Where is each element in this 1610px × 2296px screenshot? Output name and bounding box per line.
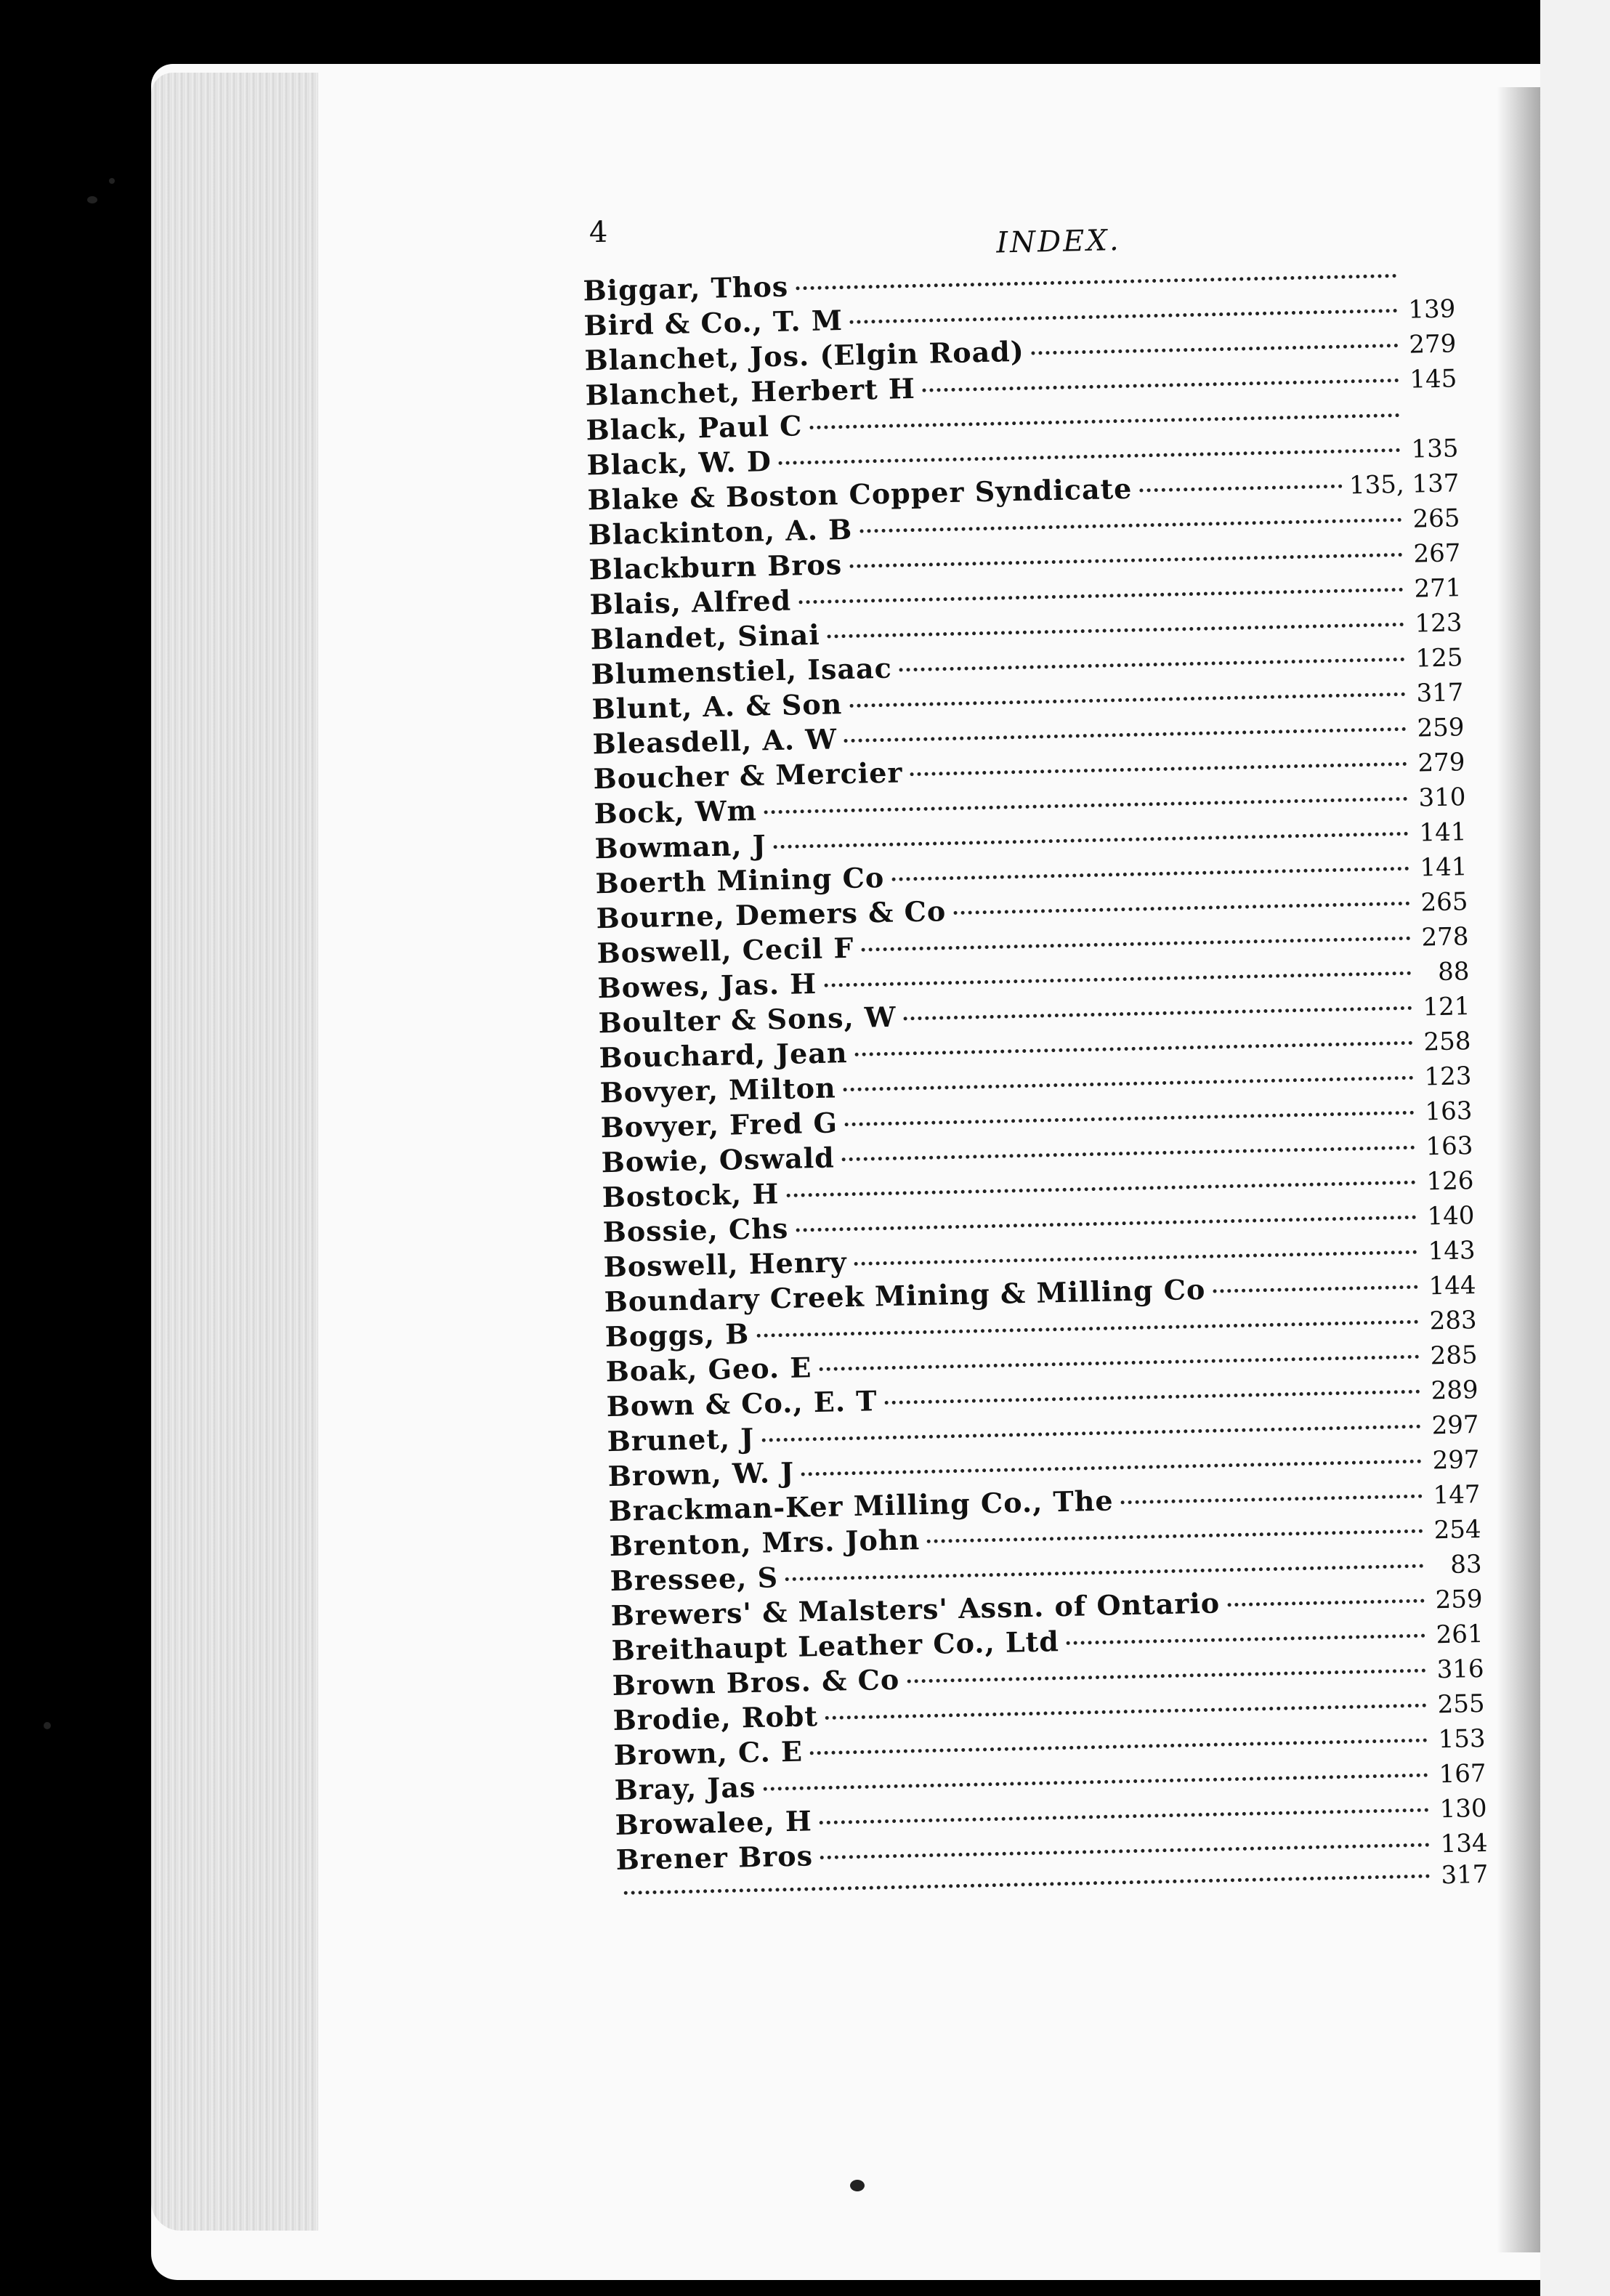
entry-name: Bock, Wm <box>594 793 758 830</box>
entry-name: Bray, Jas <box>614 1770 756 1807</box>
dot-leader <box>885 1390 1420 1404</box>
entry-name: Black, W. D <box>586 445 772 482</box>
dot-leader <box>910 762 1407 776</box>
dot-leader <box>953 902 1409 915</box>
scan-speck <box>109 178 115 184</box>
dot-leader <box>1139 485 1342 493</box>
entry-name: Bressee, S <box>610 1561 779 1598</box>
entry-name: Bouchard, Jean <box>599 1036 848 1075</box>
dot-leader <box>785 1564 1424 1581</box>
entry-name: Bovyer, Fred G <box>600 1106 838 1144</box>
entry-pages: 258 <box>1423 1027 1471 1057</box>
entry-pages: 278 <box>1421 922 1469 953</box>
dot-leader <box>1121 1495 1423 1505</box>
dot-leader <box>828 623 1404 639</box>
scan-speck <box>44 1722 51 1729</box>
dot-leader <box>855 1041 1413 1056</box>
entry-name: Boswell, Henry <box>603 1245 847 1284</box>
entry-name: Blake & Boston Copper Syndicate <box>587 472 1133 517</box>
entry-name: Bown & Co., E. T <box>606 1384 878 1423</box>
entry-pages <box>1407 421 1458 422</box>
dot-leader <box>761 1425 1420 1442</box>
entry-name: Blandet, Sinai <box>590 618 821 656</box>
entry-pages: 125 <box>1415 643 1463 674</box>
entry-name: Boucher & Mercier <box>593 756 903 796</box>
scan-speck <box>850 2180 865 2191</box>
dot-leader <box>845 1111 1415 1126</box>
dot-leader <box>927 1529 1423 1543</box>
entry-pages: 163 <box>1425 1096 1473 1127</box>
dot-leader <box>849 553 1402 568</box>
dot-leader <box>859 518 1401 533</box>
entry-pages: 141 <box>1420 852 1468 883</box>
entry-pages: 267 <box>1413 538 1461 569</box>
entry-name: Bovyer, Milton <box>599 1071 837 1109</box>
entry-pages: 140 <box>1427 1201 1475 1232</box>
entry-pages <box>1404 282 1455 283</box>
dot-leader <box>796 1216 1416 1232</box>
entry-pages: 143 <box>1428 1236 1476 1266</box>
entry-pages: 279 <box>1417 748 1465 778</box>
entry-name: Boggs, B <box>604 1317 750 1354</box>
entry-name: Brener Bros <box>615 1839 814 1876</box>
entry-pages: 144 <box>1428 1271 1476 1301</box>
entry-name: Boundary Creek Mining & Milling Co <box>604 1272 1206 1319</box>
entry-name: Breithaupt Leather Co., Ltd <box>611 1625 1060 1668</box>
entry-pages: 279 <box>1409 329 1457 360</box>
entry-name: Brunet, J <box>607 1421 755 1458</box>
entry-pages: 259 <box>1417 713 1465 743</box>
entry-name: Brewers' & Malsters' Assn. of Ontario <box>610 1586 1221 1633</box>
page-number: 4 <box>588 215 608 250</box>
entry-name: Biggar, Thos <box>583 270 789 307</box>
entry-pages: 297 <box>1432 1444 1480 1476</box>
entry-pages: 261 <box>1436 1619 1484 1650</box>
dot-leader <box>801 1460 1421 1476</box>
entry-name: Bourne, Demers & Co <box>596 894 947 935</box>
dot-leader <box>1067 1634 1425 1645</box>
entry-pages: 285 <box>1430 1341 1478 1371</box>
entry-pages: 141 <box>1419 817 1467 848</box>
entry-name: Blanchet, Herbert H <box>585 371 916 412</box>
entry-name: Boerth Mining Co <box>595 860 885 900</box>
dot-leader <box>810 1739 1428 1755</box>
entry-name: Blackburn Bros <box>588 548 843 586</box>
entry-pages: 153 <box>1438 1723 1486 1755</box>
dot-leader <box>786 1181 1415 1197</box>
entry-pages: 317 <box>1441 1859 1489 1891</box>
dot-leader <box>891 867 1409 881</box>
dot-leader <box>624 1875 1431 1895</box>
dot-leader <box>796 274 1396 290</box>
index-list <box>583 256 1489 1913</box>
entry-pages: 134 <box>1440 1828 1488 1859</box>
entry-name: Boulter & Sons, W <box>598 1000 897 1040</box>
entry-name: Browalee, H <box>615 1804 813 1841</box>
entry-pages: 265 <box>1412 504 1460 534</box>
entry-name: Bossie, Chs <box>602 1211 789 1249</box>
entry-name: Bowes, Jas. H <box>597 966 817 1005</box>
dot-leader <box>899 658 1405 672</box>
entry-pages: 255 <box>1437 1689 1485 1720</box>
dot-leader <box>819 1355 1419 1371</box>
entry-pages: 316 <box>1436 1654 1484 1685</box>
dot-leader <box>809 413 1399 429</box>
entry-pages: 254 <box>1433 1514 1481 1545</box>
entry-name: Brackman-Ker Milling Co., The <box>608 1484 1115 1528</box>
entry-name: Blais, Alfred <box>589 583 792 621</box>
entry-name: Blunt, A. & Son <box>591 687 843 726</box>
entry-pages: 310 <box>1418 783 1466 813</box>
dot-leader <box>1213 1285 1417 1293</box>
dot-leader <box>825 1704 1427 1720</box>
entry-pages: 163 <box>1425 1131 1473 1162</box>
entry-name: Bostock, H <box>602 1177 780 1214</box>
entry-name: Blanchet, Jos. (Elgin Road) <box>584 334 1025 377</box>
entry-name: Blackinton, A. B <box>588 512 853 551</box>
entry-pages: 139 <box>1408 294 1456 325</box>
entry-pages: 88 <box>1437 957 1470 987</box>
entry-pages: 147 <box>1433 1479 1481 1511</box>
dot-leader <box>824 971 1411 987</box>
entry-pages: 283 <box>1429 1306 1477 1336</box>
entry-pages: 145 <box>1409 364 1457 395</box>
page-edges <box>151 73 318 2231</box>
entry-name: Brodie, Robt <box>612 1699 819 1737</box>
dot-leader <box>763 1774 1428 1791</box>
entry-pages: 271 <box>1414 573 1462 604</box>
entry-pages: 289 <box>1431 1375 1478 1406</box>
page-content <box>494 184 1489 1962</box>
entry-name: Bowman, J <box>594 828 767 865</box>
entry-pages: 83 <box>1449 1549 1482 1580</box>
running-head: INDEX. <box>995 223 1122 260</box>
entry-name: Brown, W. J <box>607 1455 795 1493</box>
entry-name: Black, Paul C <box>586 409 803 447</box>
entry-pages: 297 <box>1431 1410 1479 1441</box>
dot-leader <box>849 692 1405 708</box>
entry-name: Bird & Co., T. M <box>583 303 844 342</box>
dot-leader <box>904 1006 1412 1021</box>
dot-leader <box>923 379 1399 392</box>
dot-leader <box>756 1320 1418 1338</box>
dot-leader <box>820 1843 1430 1860</box>
entry-name: Brenton, Mrs. John <box>609 1523 921 1563</box>
entry-pages: 259 <box>1435 1584 1483 1615</box>
dot-leader <box>854 1250 1417 1266</box>
entry-name: Bowie, Oswald <box>601 1141 836 1179</box>
dot-leader <box>907 1669 1425 1683</box>
dot-leader <box>850 309 1398 324</box>
dot-leader <box>764 797 1408 814</box>
entry-pages: 135 <box>1411 434 1459 464</box>
entry-name: Boak, Geo. E <box>605 1351 812 1388</box>
facing-page-edge <box>1540 0 1610 2296</box>
dot-leader <box>844 1076 1414 1091</box>
entry-pages: 265 <box>1420 887 1468 918</box>
dot-leader <box>820 1808 1429 1825</box>
dot-leader <box>774 832 1409 849</box>
dot-leader <box>798 588 1403 604</box>
dot-leader <box>844 727 1406 743</box>
entry-pages: 126 <box>1426 1166 1474 1197</box>
entry-pages: 123 <box>1415 608 1463 639</box>
entry-name: Blumenstiel, Isaac <box>591 651 893 691</box>
dot-leader <box>1032 344 1399 355</box>
scan-speck <box>87 196 97 203</box>
dot-leader <box>779 448 1401 465</box>
entry-pages: 317 <box>1416 678 1464 708</box>
dot-leader <box>861 937 1410 952</box>
entry-pages: 121 <box>1423 992 1471 1022</box>
entry-pages: 123 <box>1424 1062 1472 1092</box>
entry-pages: 130 <box>1439 1793 1487 1824</box>
entry-name: Boswell, Cecil F <box>596 931 854 970</box>
entry-pages: 167 <box>1439 1758 1486 1790</box>
entry-pages: 135, 137 <box>1348 469 1460 501</box>
dot-leader <box>842 1146 1415 1162</box>
entry-name: Brown, C. E <box>613 1734 804 1772</box>
entry-name: Brown Bros. & Co <box>612 1662 900 1702</box>
dot-leader <box>1227 1599 1425 1607</box>
entry-name: Bleasdell, A. W <box>592 722 838 761</box>
